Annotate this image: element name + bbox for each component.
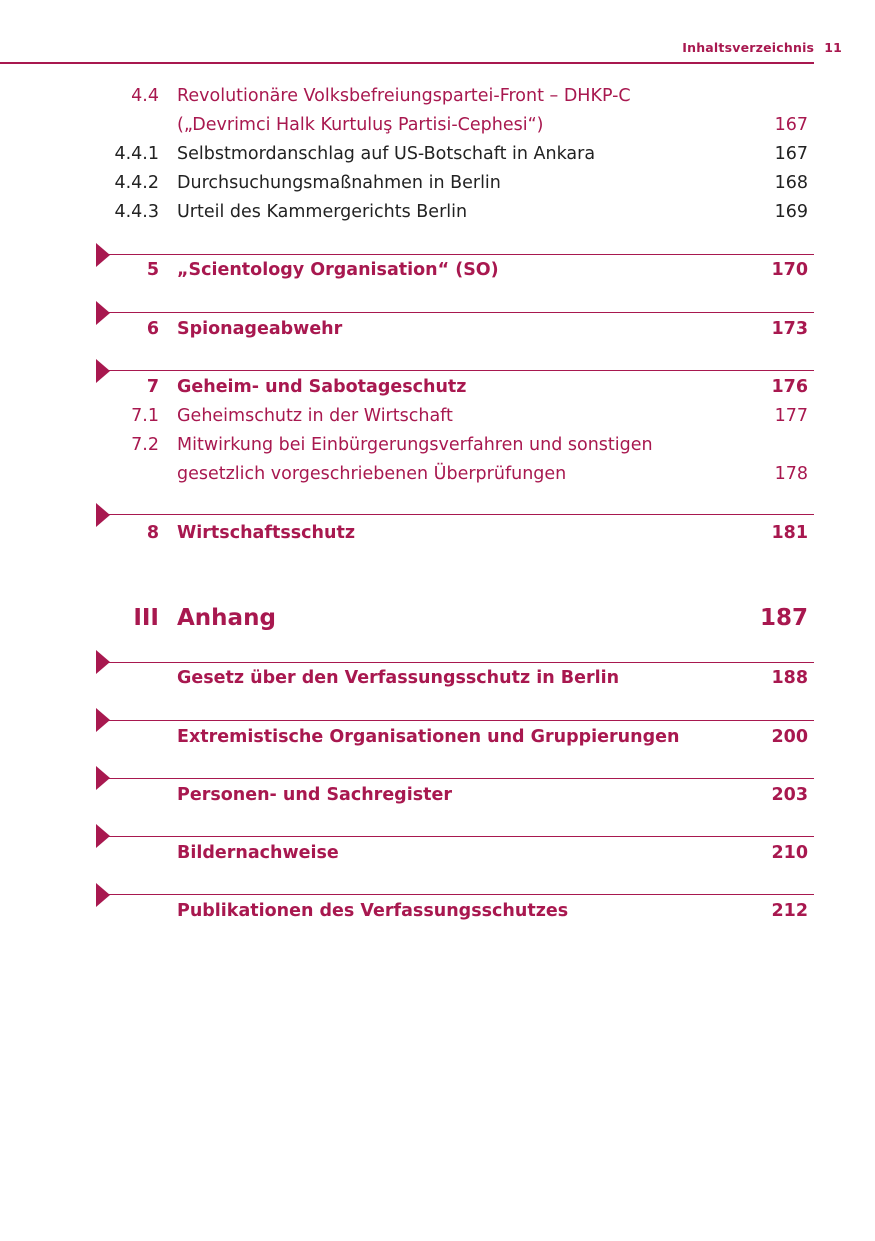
toc-number-5: 5	[146, 260, 159, 280]
toc-title-7[interactable]: Geheim- und Sabotageschutz	[177, 377, 467, 397]
section-divider	[98, 662, 814, 663]
toc-page-5: 170	[771, 260, 808, 280]
appendix-page: 210	[771, 843, 808, 863]
toc-title-7-2-line2[interactable]: gesetzlich vorgeschriebenen Überprüfungen	[177, 464, 567, 484]
toc-page-4-4-2: 168	[774, 173, 808, 193]
header-section-title: Inhaltsverzeichnis	[682, 40, 815, 55]
section-divider	[98, 254, 814, 255]
toc-page-7-2: 178	[774, 464, 808, 484]
appendix-title[interactable]: Personen- und Sachregister	[177, 785, 452, 805]
appendix-page: 203	[771, 785, 808, 805]
header-page-number: 11	[824, 40, 842, 55]
toc-page-4-4: 167	[774, 115, 808, 135]
toc-number-7-2: 7.2	[131, 435, 159, 455]
section-arrow-icon	[96, 883, 110, 907]
appendix-title[interactable]: Publikationen des Verfassungsschutzes	[177, 901, 569, 921]
toc-number-7: 7	[146, 377, 159, 397]
appendix-page: 200	[771, 727, 808, 747]
appendix-title[interactable]: Bildernachweise	[177, 843, 339, 863]
appendix-title[interactable]: Extremistische Organisationen und Gruppierungen	[177, 727, 680, 747]
toc-page-7-1: 177	[774, 406, 808, 426]
toc-page-6: 173	[771, 319, 808, 339]
toc-title-4-4-3[interactable]: Urteil des Kammergerichts Berlin	[177, 202, 468, 222]
toc-title-4-4-2[interactable]: Durchsuchungsmaßnahmen in Berlin	[177, 173, 501, 193]
toc-page-4-4-1: 167	[774, 144, 808, 164]
toc-page-4-4-3: 169	[774, 202, 808, 222]
toc-page-7: 176	[771, 377, 808, 397]
toc-title-4-4-1[interactable]: Selbstmordanschlag auf US-Botschaft in Ankara	[177, 144, 596, 164]
toc-number-7-1: 7.1	[131, 406, 159, 426]
toc-title-6[interactable]: Spionageabwehr	[177, 319, 343, 339]
toc-title-8[interactable]: Wirtschaftsschutz	[177, 523, 356, 543]
toc-page-8: 181	[771, 523, 808, 543]
toc-title-4-4-line1[interactable]: Revolutionäre Volksbefreiungspartei-Front – DHKP-C	[177, 86, 631, 106]
toc-number-4-4-2: 4.4.2	[114, 173, 159, 193]
appendix-page: 212	[771, 901, 808, 921]
toc-title-7-1[interactable]: Geheimschutz in der Wirtschaft	[177, 406, 453, 426]
appendix-title[interactable]: Gesetz über den Verfassungsschutz in Berlin	[177, 668, 620, 688]
toc-number-4-4-1: 4.4.1	[114, 144, 159, 164]
toc-title-7-2-line1[interactable]: Mitwirkung bei Einbürgerungsverfahren und sonstigen	[177, 435, 653, 455]
section-divider	[98, 894, 814, 895]
toc-number-4-4: 4.4	[131, 86, 159, 106]
section-divider	[98, 514, 814, 515]
section-divider	[98, 778, 814, 779]
toc-number-4-4-3: 4.4.3	[114, 202, 159, 222]
toc-number-6: 6	[146, 319, 159, 339]
part-number: III	[133, 605, 159, 631]
section-divider	[98, 720, 814, 721]
running-header	[682, 40, 842, 55]
appendix-page: 188	[771, 668, 808, 688]
toc-number-8: 8	[146, 523, 159, 543]
part-page: 187	[759, 605, 808, 631]
toc-title-4-4-line2[interactable]: („Devrimci Halk Kurtuluş Partisi-Cephesi“)	[177, 115, 544, 135]
section-divider	[98, 312, 814, 313]
section-divider	[98, 370, 814, 371]
header-rule	[0, 62, 814, 64]
section-divider	[98, 836, 814, 837]
toc-title-5[interactable]: „Scientology Organisation“ (SO)	[177, 260, 499, 280]
part-title[interactable]: Anhang	[177, 605, 276, 631]
